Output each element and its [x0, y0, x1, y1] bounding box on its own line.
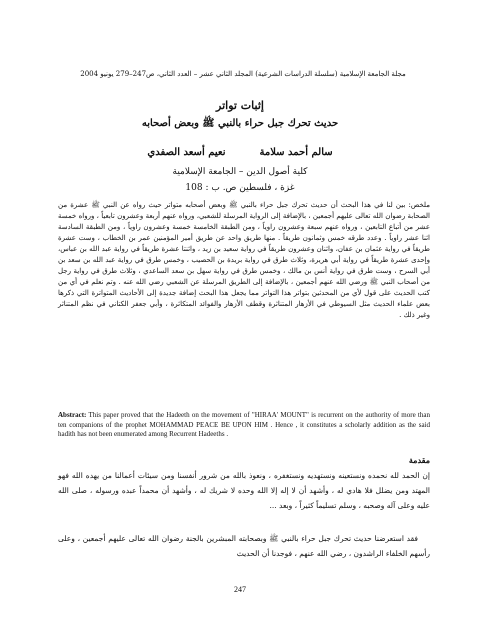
- abstract-label: Abstract:: [58, 411, 87, 419]
- author-name: سالم أحمد سلامة: [259, 147, 333, 158]
- intro-paragraph: إن الحمد لله نحمده ونستعينه ونستهديه ونستغفره ، ونعوذ بالله من شرور أنفسنا ومن سيئات أعمالنا من يهده الله فهو المهتد ومن يضلل فلا هادي له ، وأشهد أن لا إله إلا الله وحده لا شريك له ، وأشهد أن محمداً عبده ورسوله ، صلى الله عليه وعلى آله وصحبه ، وسلم تسليماً كثيراً ، وبعد ...: [58, 471, 430, 510]
- section-heading: مقدمة: [408, 455, 430, 465]
- page-number: 247: [234, 585, 246, 594]
- paper-subtitle: حديث تحرك جبل حراء بالنبي ﷺ وبعض أصحابه: [141, 118, 339, 129]
- abstract-english-text: This paper proved that the Hadeeth on the movement of "HIRAA' MOUNT" is recurrent on the authority of more than ten companions of the prophet MOHAMMAD PEACE BE UPON HIM . Hence , it constitutes a scholarly addition as the said hadith has not been enumerated among Recurrent Hadeeths .: [58, 411, 430, 438]
- intro-paragraph: فقد استعرضنا حديث تحرك جبل حراء بالنبي ﷺ وبصحابته المبشرين بالجنة رضوان الله تعالى عليهم أجمعين ، وعلى رأسهم الخلفاء الراشدون ، رضي الله عنهم ، فوجدنا أن الحديث: [58, 534, 430, 558]
- paper-title: إثبات تواتر: [216, 99, 264, 112]
- abstract-english: [58, 411, 430, 440]
- affiliation: كلية أصول الدين – الجامعة الإسلامية: [172, 167, 308, 177]
- author-list: [70, 147, 410, 159]
- abstract-arabic: ملخص: بين لنا في هذا البحث أن حديث تحرك جبل حراء بالنبي ﷺ وبعض أصحابه متواتر حيث رواه عن النبي ﷺ عشرة من الصحابة رضوان الله تعالى عليهم أجمعين ، بالإضافة إلى الرواية المرسلة للشعبي، ورواه عنهم أربعة وعشرون تابعياً ، ورواه خمسة عشر من أتباع التابعين ، ورواه عنهم سبعة وعشرون راوياً ، ومن الطبقة الخامسة خمسة وعشرون راوياً ، ومن الطبقة السادسة اثنا عشر راوياً . وعدد طرقه خمس وثمانون طريقاً . منها طريق واحد عن طريق أمير المؤمنين عمر بن الخطاب ، وست عشرة طريقاً في رواية عثمان بن عفان، واثنان وعشرون طريقاً في رواية سعيد بن زيد ، واثنتا عشرة طريقاً في رواية عبد الله بن عباس، وإحدى عشرة طريقاً في رواية أبي هريرة، وثلاث طرق في رواية بريدة بن الحصيب ، وخمس طرق في رواية عبد الله بن سعد بن أبي السرح ، وست طرق في رواية أنس بن مالك ، وخمس طرق في رواية سهل بن سعد الساعدي ، وثلاث طرق في رواية رجل من أصحاب النبي ﷺ ورضي الله عنهم أجمعين ، بالإضافة إلى الطريق المرسلة عن الشعبي رضي الله عنه . وتم نعلم في أي من كتب الحديث على قول لأي من المحدثين بتواتر هذا التواتر مما يجعل هذا البحث إضافة جديدة إلى الأحاديث المتواترة التي ذكرها بعض علماء الحديث مثل السيوطي في الأزهار المتناثرة وقطف الأزهار والفوائد المتكاثرة ، وأبي جعفر الكتاني في نظم المتناثر وغير ذلك .: [58, 201, 430, 319]
- author-name: نعيم أسعد الصفدي: [147, 147, 226, 158]
- address: غزة ، فلسطين ص. ب : 108: [185, 183, 295, 193]
- journal-header: مجلة الجامعة الإسلامية (سلسلة الدراسات الشرعية) المجلد الثاني عشر – العدد الثاني، ص247–279 يونيو 2004: [80, 70, 406, 78]
